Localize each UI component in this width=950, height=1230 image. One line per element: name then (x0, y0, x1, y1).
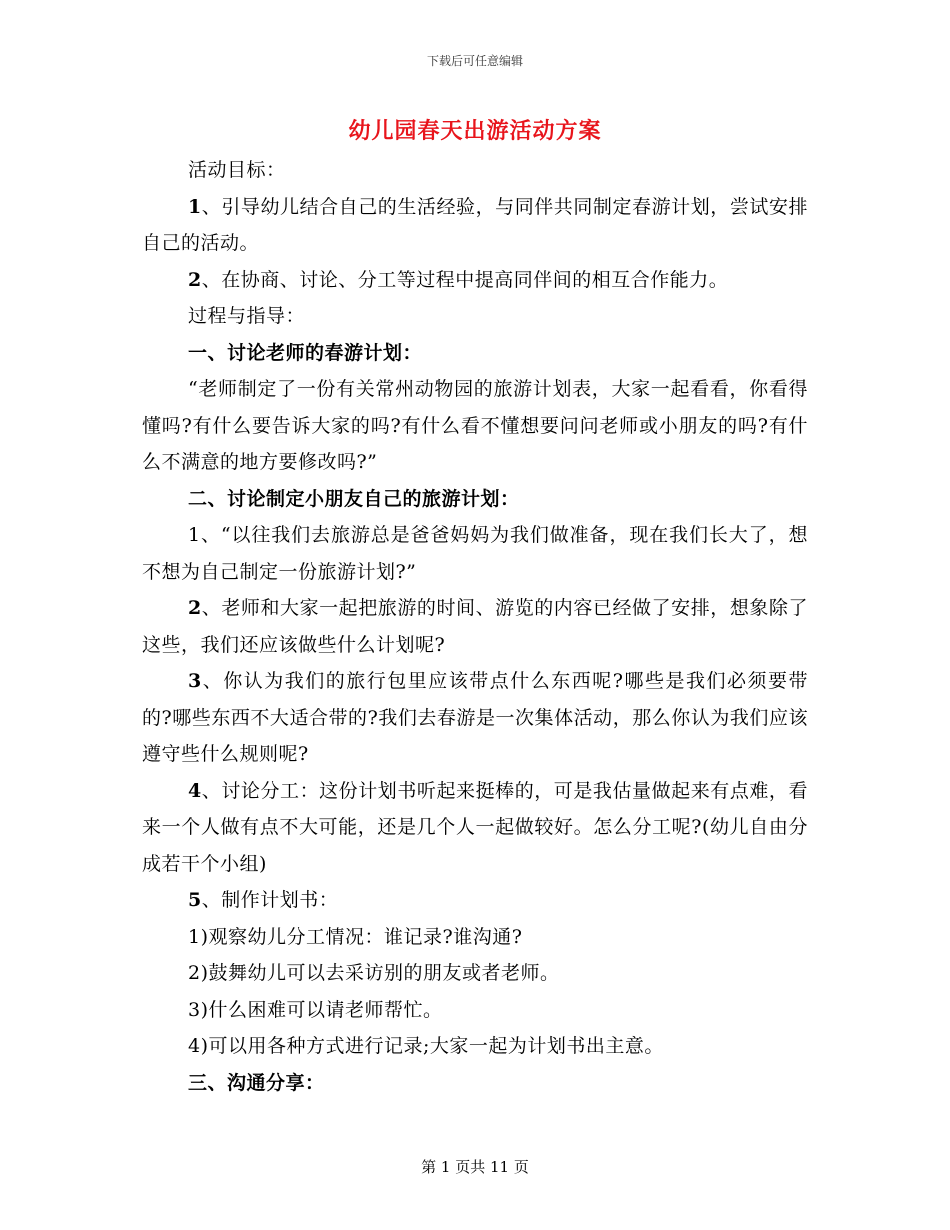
list-item: 1)观察幼儿分工情况：谁记录?谁沟通? (188, 925, 523, 948)
section-heading: 一、讨论老师的春游计划： (188, 341, 423, 364)
paragraph: 活动目标： (188, 159, 286, 181)
page-footer: 第 1 页共 11 页 (421, 1158, 529, 1176)
section-heading: 二、讨论制定小朋友自己的旅游计划： (188, 487, 520, 510)
paragraph: “老师制定了一份有关常州动物园的旅游计划表，大家一起看看，你看得懂吗?有什么要告诉大家的吗?有什么看不懂想要问问老师或小朋友的吗?有什么不满意的地方要修改吗?” (142, 378, 808, 473)
paragraph: 2、老师和大家一起把旅游的时间、游览的内容已经做了安排，想象除了这些，我们还应该做些什么计划呢? (142, 597, 808, 656)
list-item: 4)可以用各种方式进行记录;大家一起为计划书出主意。 (188, 1035, 664, 1057)
paragraph: 5、制作计划书： (188, 889, 339, 911)
paragraph: 1、引导幼儿结合自己的生活经验，与同伴共同制定春游计划，尝试安排自己的活动。 (142, 195, 808, 254)
paragraph: 1、“以往我们去旅游总是爸爸妈妈为我们做准备，现在我们长大了，想不想为自己制定一份旅游计划?” (142, 524, 808, 583)
paragraph: 2、在协商、讨论、分工等过程中提高同伴间的相互合作能力。 (188, 268, 729, 291)
header-note: 下载后可任意编辑 (426, 54, 523, 68)
paragraph: 4、讨论分工：这份计划书听起来挺棒的，可是我估量做起来有点难，看来一个人做有点不大可能，还是几个人一起做较好。怎么分工呢?(幼儿自由分成若干个小组) (142, 779, 808, 875)
list-item: 2)鼓舞幼儿可以去采访别的朋友或者老师。 (188, 962, 560, 984)
section-heading: 三、沟通分享： (188, 1071, 325, 1094)
list-item: 3)什么困难可以请老师帮忙。 (188, 998, 443, 1021)
document-title: 幼儿园春天出游活动方案 (348, 118, 602, 144)
paragraph: 3、你认为我们的旅行包里应该带点什么东西呢?哪些是我们必须要带的?哪些东西不大适合带的?我们去春游是一次集体活动，那么你认为我们应该遵守些什么规则呢? (142, 670, 808, 765)
document-body (142, 152, 808, 1101)
paragraph: 过程与指导： (188, 305, 306, 327)
